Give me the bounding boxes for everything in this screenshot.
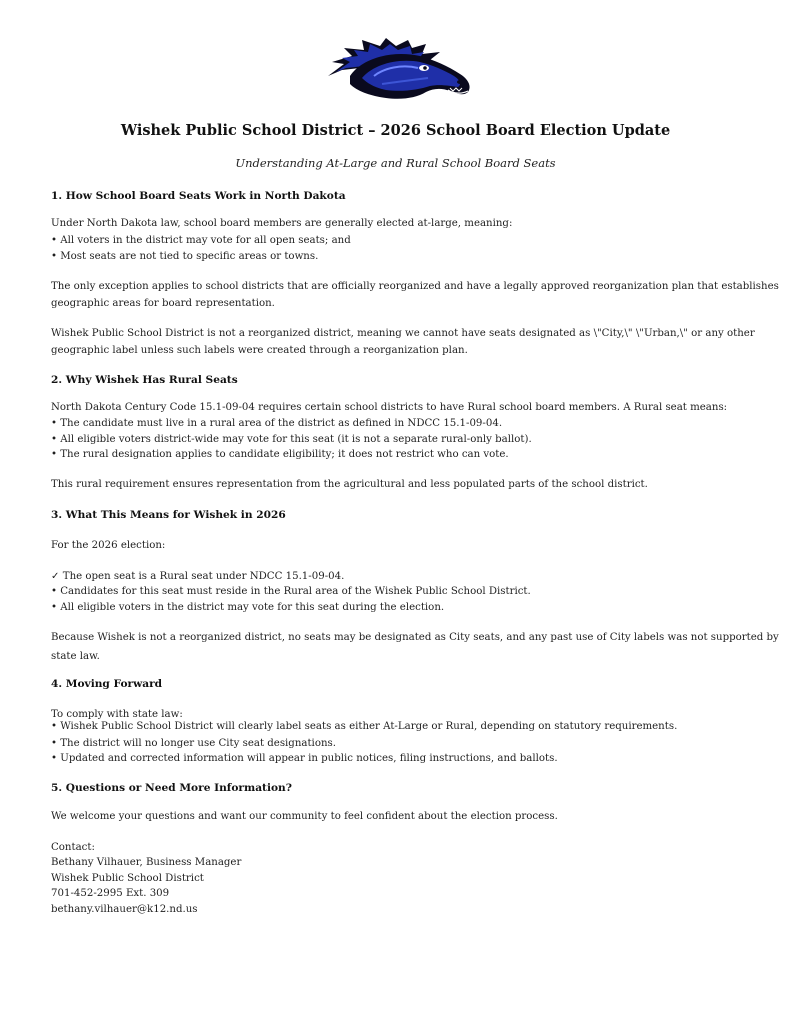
- checkmark-item: ✓ The open seat is a Rural seat under NDCC 15.1-09-04.: [51, 571, 345, 582]
- contact-email[interactable]: bethany.vilhauer@k12.nd.us: [51, 904, 198, 915]
- paragraph-line: Because Wishek is not a reorganized district, no seats may be designated as City seats, and any past use of City labels was not supported by: [51, 632, 779, 643]
- paragraph-line: geographic areas for board representation.: [51, 298, 275, 309]
- section-heading: 1. How School Board Seats Work in North Dakota: [51, 190, 346, 202]
- paragraph: We welcome your questions and want our community to feel confident about the election process.: [51, 811, 558, 822]
- section-heading: 5. Questions or Need More Information?: [51, 782, 292, 794]
- contact-name: Bethany Vilhauer, Business Manager: [51, 857, 242, 868]
- paragraph: To comply with state law:: [51, 709, 183, 720]
- page-subtitle: Understanding At-Large and Rural School Board Seats: [235, 156, 556, 170]
- paragraph: This rural requirement ensures representation from the agricultural and less populated parts of the school district.: [51, 479, 648, 490]
- bullet-item: • The candidate must live in a rural area of the district as defined in NDCC 15.1-09-04.: [51, 418, 503, 429]
- paragraph-line: Wishek Public School District is not a reorganized district, meaning we cannot have seats designated as \"City,\" \"Urban,\" or any other: [51, 328, 755, 339]
- contact-org: Wishek Public School District: [51, 873, 204, 884]
- bullet-item: • All eligible voters in the district may vote for this seat during the election.: [51, 602, 445, 613]
- mustang-logo: [322, 36, 474, 104]
- section-heading: 2. Why Wishek Has Rural Seats: [51, 374, 238, 386]
- bullet-item: • Updated and corrected information will appear in public notices, filing instructions, and ballots.: [51, 753, 558, 764]
- bullet-item: • All voters in the district may vote for all open seats; and: [51, 235, 351, 246]
- bullet-item: • The rural designation applies to candidate eligibility; it does not restrict who can vote.: [51, 449, 509, 460]
- bullet-item: • The district will no longer use City seat designations.: [51, 738, 336, 749]
- page-title: Wishek Public School District – 2026 School Board Election Update: [120, 122, 671, 139]
- bullet-item: • Wishek Public School District will clearly label seats as either At-Large or Rural, depending on statutory requirements.: [51, 721, 678, 732]
- bullet-item: • Most seats are not tied to specific areas or towns.: [51, 251, 319, 262]
- paragraph: For the 2026 election:: [51, 540, 166, 551]
- paragraph: Under North Dakota law, school board members are generally elected at-large, meaning:: [51, 218, 513, 229]
- paragraph-line: geographic label unless such labels were created through a reorganization plan.: [51, 345, 468, 356]
- paragraph-line: The only exception applies to school districts that are officially reorganized and have a legally approved reorganization plan that establishes: [51, 281, 779, 292]
- section-heading: 4. Moving Forward: [51, 678, 163, 690]
- contact-label: Contact:: [51, 842, 95, 853]
- bullet-item: • All eligible voters district-wide may vote for this seat (it is not a separate rural-only ballot).: [51, 434, 532, 445]
- paragraph-line: state law.: [51, 651, 100, 662]
- section-heading: 3. What This Means for Wishek in 2026: [51, 509, 286, 521]
- bullet-item: • Candidates for this seat must reside in the Rural area of the Wishek Public School District.: [51, 586, 531, 597]
- contact-phone: 701-452-2995 Ext. 309: [51, 888, 170, 899]
- paragraph: North Dakota Century Code 15.1-09-04 requires certain school districts to have Rural school board members. A Rural seat means:: [51, 402, 728, 413]
